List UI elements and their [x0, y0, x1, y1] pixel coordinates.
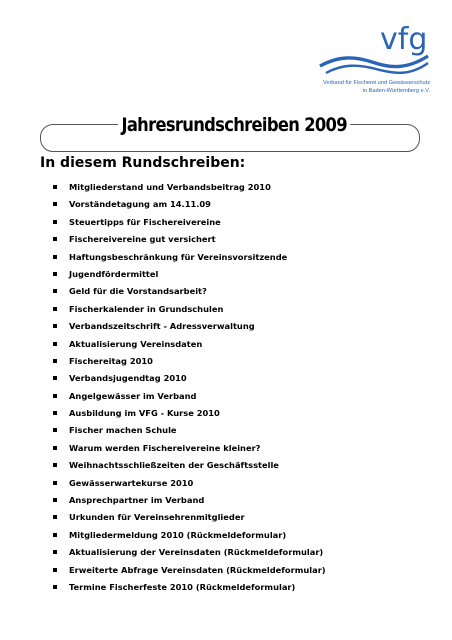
- list-item-label: Mitgliederstand und Verbandsbeitrag 2010: [69, 182, 271, 192]
- list-item-label: Fischereitag 2010: [69, 355, 153, 366]
- list-item-label: Gewässerwartekurse 2010: [69, 477, 194, 488]
- list-item: [52, 562, 326, 579]
- list-item-label: Fischereivereine gut versichert: [69, 234, 216, 245]
- bullet-icon: [53, 515, 57, 519]
- logo-caption-line: in Baden-Württemberg e.V.: [362, 88, 430, 94]
- logo-wordmark: vfg: [380, 22, 428, 57]
- bullet-icon: [53, 550, 57, 554]
- vfg-logo-mark: [318, 20, 430, 80]
- title-banner: [40, 108, 420, 156]
- list-item: [52, 336, 326, 353]
- bullet-icon: [53, 568, 57, 572]
- list-item: [52, 179, 326, 196]
- list-item: [52, 231, 326, 248]
- bullet-icon: [53, 446, 57, 450]
- bullet-icon: [53, 411, 57, 415]
- bullet-icon: [53, 498, 57, 502]
- bullet-icon: [53, 289, 57, 293]
- list-item-label: Verbandszeitschrift - Adressverwaltung: [69, 321, 255, 332]
- list-item: [52, 266, 326, 283]
- list-item: [52, 283, 326, 300]
- list-item-label: Fischerkalender in Grundschulen: [69, 303, 224, 314]
- list-item: [52, 370, 326, 387]
- bullet-icon: [53, 307, 57, 311]
- bullet-icon: [53, 342, 57, 346]
- bullet-icon: [53, 255, 57, 259]
- list-item: [52, 249, 326, 266]
- list-item-label: Mitgliedermeldung 2010 (Rückmeldeformular): [69, 529, 287, 540]
- logo-wave-1: [320, 56, 428, 67]
- bullet-icon: [53, 394, 57, 398]
- bullet-icon: [53, 428, 57, 432]
- list-item: [52, 388, 326, 405]
- list-item: [52, 214, 326, 231]
- list-item-label: Angelgewässer im Verband: [69, 390, 197, 401]
- bullet-icon: [53, 237, 57, 241]
- list-item-label: Termine Fischerfeste 2010 (Rückmeldeformular): [69, 581, 296, 592]
- list-item: [52, 301, 326, 318]
- logo-caption: [290, 79, 430, 95]
- list-item-label: Ausbildung im VFG - Kurse 2010: [69, 408, 220, 419]
- bullet-icon: [53, 463, 57, 467]
- list-item: [52, 318, 326, 335]
- list-item: [52, 405, 326, 422]
- list-item-label: Aktualisierung Vereinsdaten: [69, 338, 203, 349]
- list-item-label: Steuertipps für Fischereivereine: [69, 216, 221, 227]
- bullet-icon: [53, 376, 57, 380]
- list-item-label: Urkunden für Vereinsehrenmitglieder: [69, 512, 245, 523]
- list-item: [52, 196, 326, 213]
- list-item: [52, 457, 326, 474]
- list-item: [52, 492, 326, 509]
- page-title: Jahresrundschreiben 2009: [118, 112, 350, 138]
- bullet-icon: [53, 202, 57, 206]
- list-item-label: Verbandsjugendtag 2010: [69, 373, 187, 384]
- list-item-label: Weihnachtsschließzeiten der Geschäftsstelle: [69, 460, 279, 471]
- logo-caption-line: Verband für Fischerei und Gewässerschutz: [323, 80, 430, 86]
- list-item: [52, 422, 326, 439]
- list-item: [52, 579, 326, 596]
- list-item-label: Warum werden Fischereivereine kleiner?: [69, 442, 261, 453]
- list-item: [52, 440, 326, 457]
- list-item-label: Geld für die Vorstandsarbeit?: [69, 286, 207, 297]
- list-item-label: Ansprechpartner im Verband: [69, 495, 205, 506]
- list-item: [52, 353, 326, 370]
- section-heading: In diesem Rundschreiben:: [40, 155, 246, 171]
- list-item-label: Haftungsbeschränkung für Vereinsvorsitzende: [69, 251, 288, 262]
- list-item-label: Erweiterte Abfrage Vereinsdaten (Rückmeldeformular): [69, 564, 326, 575]
- list-item-label: Vorständetagung am 14.11.09: [69, 199, 211, 210]
- vfg-logo: [290, 20, 430, 114]
- bullet-icon: [53, 324, 57, 328]
- list-item: [52, 544, 326, 561]
- list-item-label: Fischer machen Schule: [69, 425, 177, 436]
- bullet-icon: [53, 220, 57, 224]
- contents-list: [52, 179, 326, 596]
- list-item: [52, 527, 326, 544]
- bullet-icon: [53, 481, 57, 485]
- list-item-label: Aktualisierung der Vereinsdaten (Rückmeldeformular): [69, 547, 324, 558]
- bullet-icon: [53, 585, 57, 589]
- bullet-icon: [53, 185, 57, 189]
- list-item: [52, 475, 326, 492]
- bullet-icon: [53, 359, 57, 363]
- list-item: [52, 509, 326, 526]
- bullet-icon: [53, 533, 57, 537]
- list-item-label: Jugendfördermittel: [69, 268, 159, 279]
- bullet-icon: [53, 272, 57, 276]
